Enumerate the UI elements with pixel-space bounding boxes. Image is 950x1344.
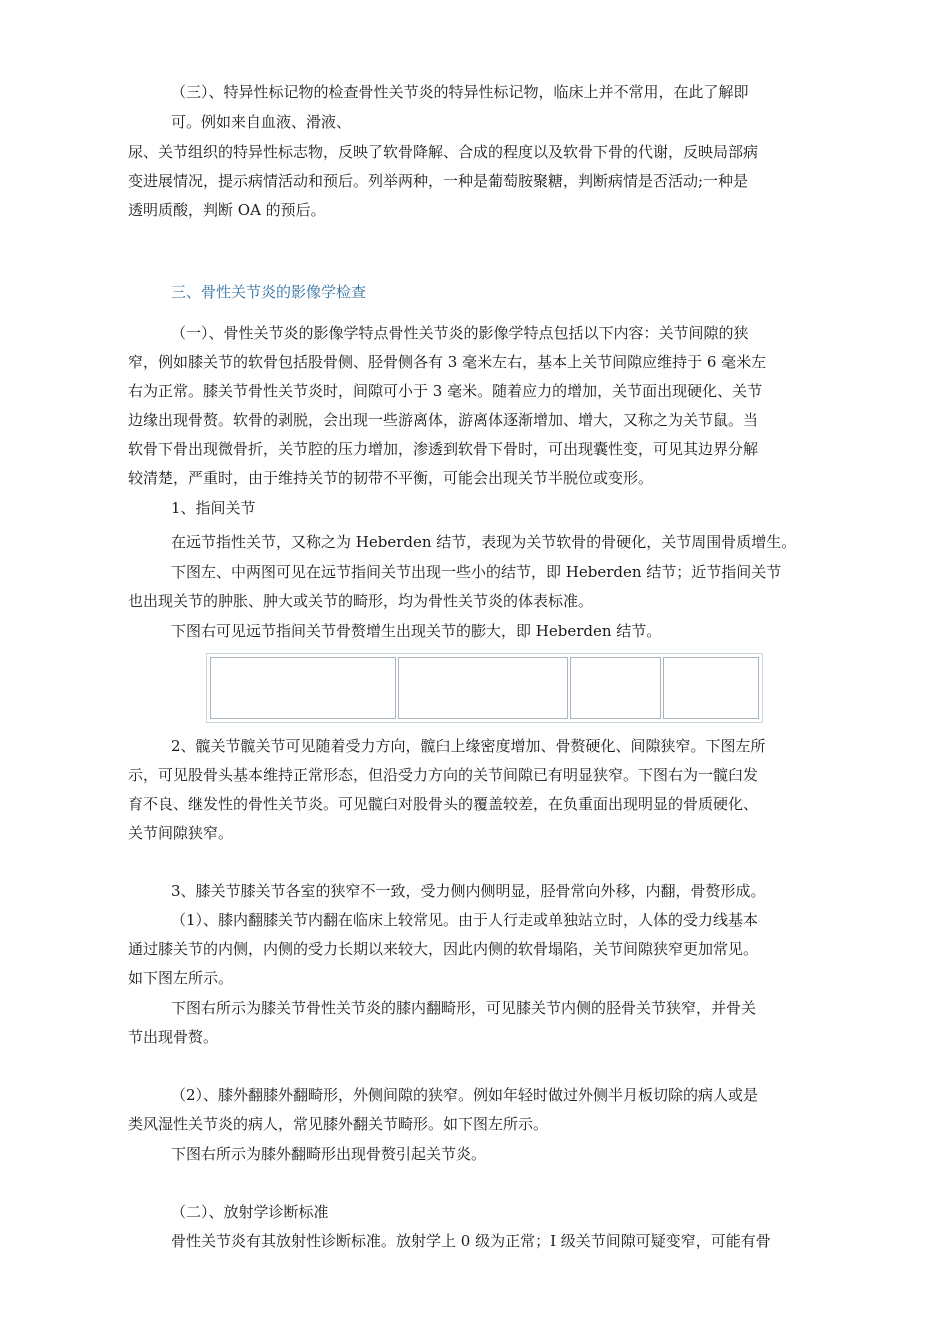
paragraph-line: （1）、膝内翻膝关节内翻在临床上较常见。由于人行走或单独站立时，人体的受力线基本 [171,911,759,929]
paragraph-line: （一）、骨性关节炎的影像学特点骨性关节炎的影像学特点包括以下内容：关节间隙的狭 [171,324,749,342]
paragraph-line: 变进展情况，提示病情活动和预后。列举两种，一种是葡萄胺聚糖，判断病情是否活动;一种是 [128,172,749,190]
image-placeholder [570,657,662,719]
paragraph-line: 示，可见股骨头基本维持正常形态，但沿受力方向的关节间隙已有明显狭窄。下图右为一髋臼发 [128,766,759,784]
image-placeholder [663,657,759,719]
paragraph-line: 下图右所示为膝外翻畸形出现骨赘引起关节炎。 [171,1145,487,1163]
image-placeholder [210,657,396,719]
paragraph-line: 透明质酸，判断 OA 的预后。 [128,201,326,219]
paragraph-line: 3、膝关节膝关节各室的狭窄不一致，受力侧内侧明显，胫骨常向外移，内翻，骨赘形成。 [171,882,766,900]
paragraph-line: 在远节指性关节，又称之为 Heberden 结节，表现为关节软骨的骨硬化，关节周围骨质增生。 [171,533,797,551]
paragraph-line: 窄，例如膝关节的软骨包括股骨侧、胫骨侧各有 3 毫米左右，基本上关节间隙应维持于 6 毫米左 [128,353,767,371]
paragraph-line: 右为正常。膝关节骨性关节炎时，间隙可小于 3 毫米。随着应力的增加，关节面出现硬化、关节 [128,382,763,400]
paragraph-line: 下图右所示为膝关节骨性关节炎的膝内翻畸形，可见膝关节内侧的胫骨关节狭窄，并骨关 [171,999,757,1017]
paragraph-line: 较清楚，严重时，由于维持关节的韧带不平衡，可能会出现关节半脱位或变形。 [128,469,654,487]
image-placeholder [398,657,567,719]
paragraph-line: 下图左、中两图可见在远节指间关节出现一些小的结节，即 Heberden 结节；近节指间关节 [171,563,782,581]
paragraph-line: 骨性关节炎有其放射性诊断标准。放射学上 0 级为正常；I 级关节间隙可疑变窄，可能有骨 [171,1232,771,1250]
paragraph-line: 类风湿性关节炎的病人，常见膝外翻关节畸形。如下图左所示。 [128,1115,549,1133]
paragraph-line: 也出现关节的肿胀、肿大或关节的畸形，均为骨性关节炎的体表标准。 [128,592,594,610]
paragraph-line: （三）、特异性标记物的检查骨性关节炎的特异性标记物，临床上并不常用，在此了解即 [171,83,749,101]
paragraph-line: 边缘出现骨赘。软骨的剥脱，会出现一些游离体，游离体逐渐增加、增大，又称之为关节鼠。当 [128,411,759,429]
paragraph-line: 通过膝关节的内侧，内侧的受力长期以来较大，因此内侧的软骨塌陷，关节间隙狭窄更加常见。 [128,940,759,958]
paragraph-line: 2、髋关节髋关节可见随着受力方向，髋臼上缘密度增加、骨赘硬化、间隙狭窄。下图左所 [171,737,766,755]
paragraph-line: 关节间隙狭窄。 [128,824,234,842]
paragraph-line: （2）、膝外翻膝外翻畸形，外侧间隙的狭窄。例如年轻时做过外侧半月板切除的病人或是 [171,1086,759,1104]
paragraph-line: 软骨下骨出现微骨折，关节腔的压力增加，渗透到软骨下骨时，可出现囊性变，可见其边界分解 [128,440,759,458]
paragraph-line: 下图右可见远节指间关节骨赘增生出现关节的膨大，即 Heberden 结节。 [171,622,662,640]
section-heading: 三、骨性关节炎的影像学检查 [171,283,367,301]
image-table [206,653,763,723]
paragraph-line: 可。例如来自血液、滑液、 [171,113,352,131]
paragraph-line: 育不良、继发性的骨性关节炎。可见髋臼对股骨头的覆盖较差，在负重面出现明显的骨质硬化、 [128,795,759,813]
paragraph-line: （二）、放射学诊断标准 [171,1203,329,1221]
paragraph-line: 尿、关节组织的特异性标志物，反映了软骨降解、合成的程度以及软骨下骨的代谢，反映局部病 [128,143,759,161]
paragraph-line: 如下图左所示。 [128,969,234,987]
paragraph-line: 节出现骨赘。 [128,1028,219,1046]
paragraph-line: 1、指间关节 [171,499,256,517]
